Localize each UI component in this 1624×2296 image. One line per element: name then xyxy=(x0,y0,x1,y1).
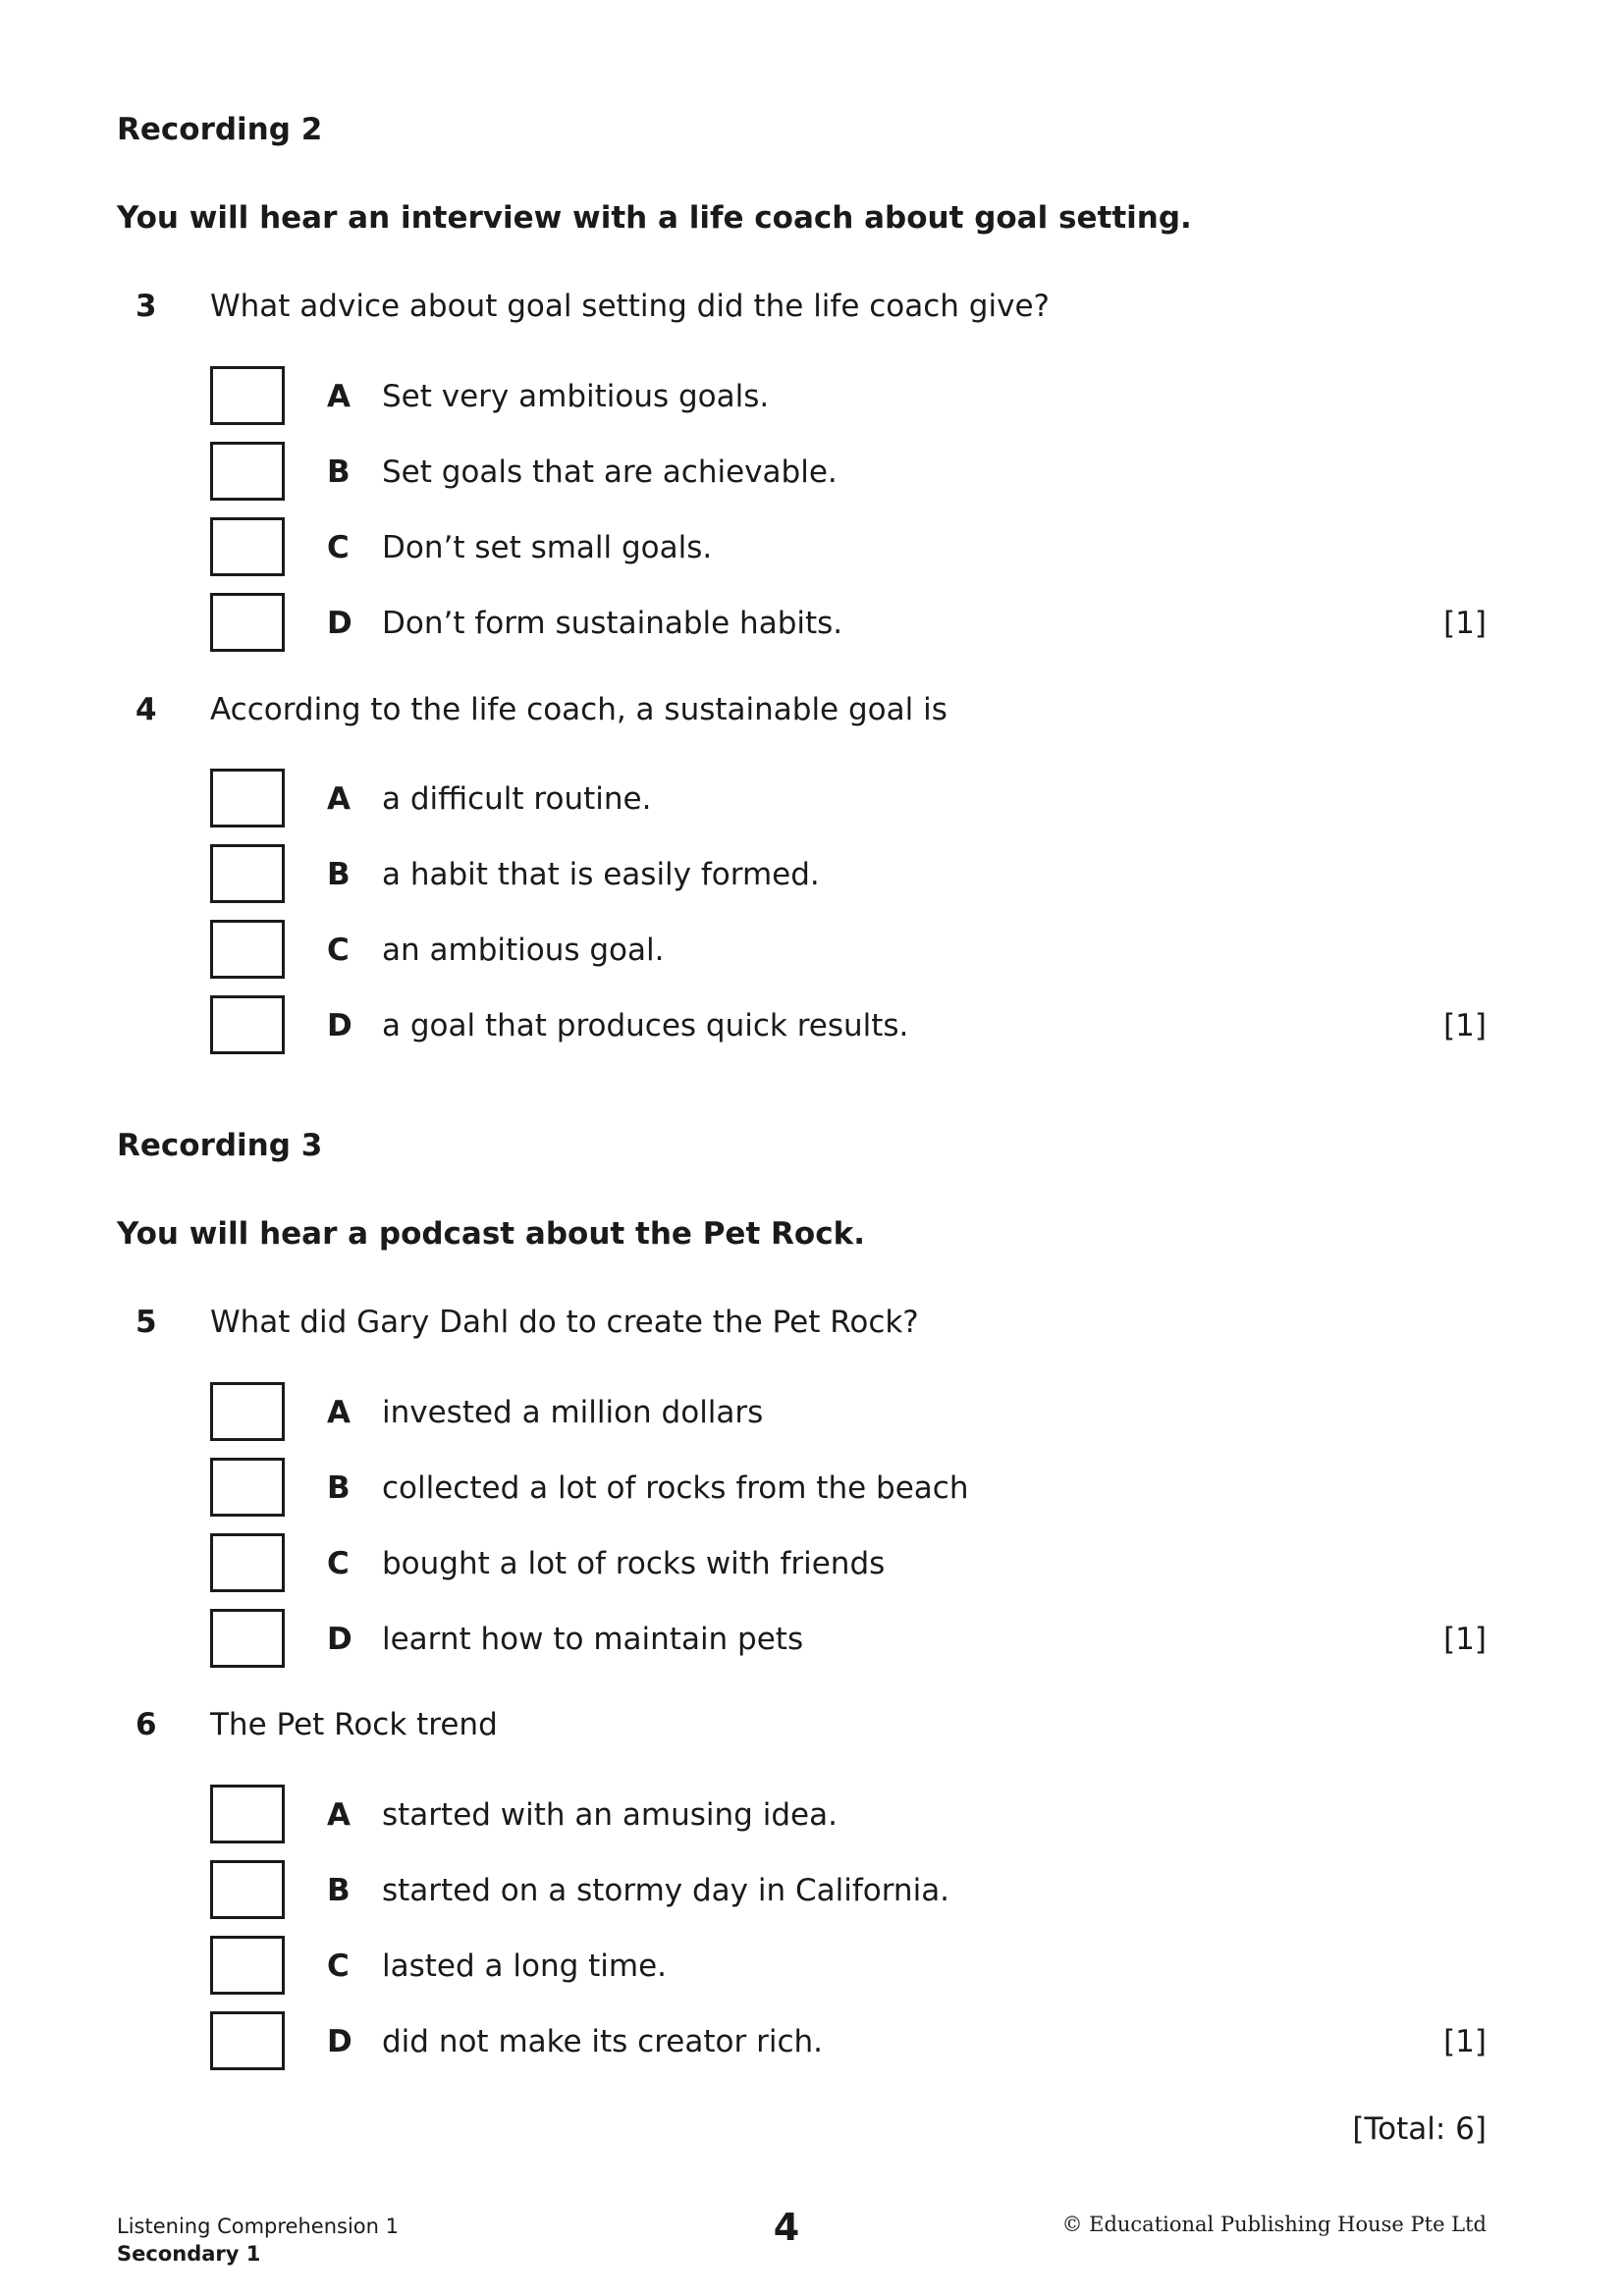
section-heading-recording-2: Recording 2 xyxy=(117,112,323,147)
page-number: 4 xyxy=(773,2206,800,2249)
option-text: started with an amusing idea. xyxy=(382,1797,838,1833)
option-letter: C xyxy=(327,1546,350,1581)
option-text: did not make its creator rich. xyxy=(382,2024,823,2059)
answer-checkbox[interactable] xyxy=(210,1936,285,1995)
footer-series: Listening Comprehension 1 xyxy=(117,2215,399,2238)
option-text: started on a stormy day in California. xyxy=(382,1873,950,1908)
answer-checkbox[interactable] xyxy=(210,1785,285,1843)
answer-checkbox[interactable] xyxy=(210,1533,285,1592)
question-4-option-d[interactable] xyxy=(210,995,1487,1058)
question-6-text: The Pet Rock trend xyxy=(210,1707,498,1742)
question-3-number: 3 xyxy=(135,289,157,324)
option-letter: A xyxy=(327,1797,351,1833)
question-6-option-b[interactable] xyxy=(210,1860,1487,1923)
question-4-text: According to the life coach, a sustainable goal is xyxy=(210,692,947,727)
question-3-option-d[interactable] xyxy=(210,593,1487,656)
question-3-option-c[interactable] xyxy=(210,517,1487,580)
option-letter: C xyxy=(327,1949,350,1984)
option-letter: B xyxy=(327,454,351,490)
option-text: an ambitious goal. xyxy=(382,933,665,968)
section-intro-recording-2: You will hear an interview with a life coach about goal setting. xyxy=(117,200,1192,236)
option-text: a habit that is easily formed. xyxy=(382,857,820,892)
answer-checkbox[interactable] xyxy=(210,1609,285,1668)
question-6-option-c[interactable] xyxy=(210,1936,1487,1999)
question-5-text: What did Gary Dahl do to create the Pet Rock? xyxy=(210,1305,919,1340)
question-6-number: 6 xyxy=(135,1707,157,1742)
footer-copyright: © Educational Publishing House Pte Ltd xyxy=(1061,2213,1487,2236)
option-text: Set very ambitious goals. xyxy=(382,379,770,414)
question-4-marks: [1] xyxy=(1443,1008,1487,1043)
option-letter: D xyxy=(327,2024,352,2059)
question-5-option-a[interactable] xyxy=(210,1382,1487,1445)
question-6-option-d[interactable] xyxy=(210,2011,1487,2074)
answer-checkbox[interactable] xyxy=(210,366,285,425)
question-4-option-b[interactable] xyxy=(210,844,1487,907)
option-letter: A xyxy=(327,379,351,414)
total-marks: [Total: 6] xyxy=(1352,2111,1487,2147)
question-3-option-a[interactable] xyxy=(210,366,1487,429)
option-text: a difficult routine. xyxy=(382,781,652,817)
question-6-option-a[interactable] xyxy=(210,1785,1487,1847)
option-text: Don’t set small goals. xyxy=(382,530,713,565)
answer-checkbox[interactable] xyxy=(210,920,285,979)
option-text: bought a lot of rocks with friends xyxy=(382,1546,886,1581)
question-4-option-c[interactable] xyxy=(210,920,1487,983)
question-3-option-b[interactable] xyxy=(210,442,1487,505)
option-letter: B xyxy=(327,1873,351,1908)
answer-checkbox[interactable] xyxy=(210,517,285,576)
option-text: invested a million dollars xyxy=(382,1395,764,1430)
question-3-text: What advice about goal setting did the life coach give? xyxy=(210,289,1050,324)
question-3-marks: [1] xyxy=(1443,606,1487,641)
option-letter: D xyxy=(327,1008,352,1043)
footer-book-info xyxy=(117,2213,399,2269)
option-letter: B xyxy=(327,857,351,892)
question-5-option-d[interactable] xyxy=(210,1609,1487,1672)
option-text: lasted a long time. xyxy=(382,1949,668,1984)
option-text: collected a lot of rocks from the beach xyxy=(382,1470,969,1506)
option-letter: B xyxy=(327,1470,351,1506)
answer-checkbox[interactable] xyxy=(210,593,285,652)
question-6-marks: [1] xyxy=(1443,2024,1487,2059)
question-4-number: 4 xyxy=(135,692,157,727)
option-letter: D xyxy=(327,606,352,641)
option-text: a goal that produces quick results. xyxy=(382,1008,909,1043)
question-5-option-b[interactable] xyxy=(210,1458,1487,1521)
answer-checkbox[interactable] xyxy=(210,2011,285,2070)
question-4-option-a[interactable] xyxy=(210,769,1487,831)
option-text: Set goals that are achievable. xyxy=(382,454,838,490)
answer-checkbox[interactable] xyxy=(210,844,285,903)
answer-checkbox[interactable] xyxy=(210,1382,285,1441)
question-5-number: 5 xyxy=(135,1305,157,1340)
option-letter: A xyxy=(327,781,351,817)
option-letter: A xyxy=(327,1395,351,1430)
answer-checkbox[interactable] xyxy=(210,442,285,501)
answer-checkbox[interactable] xyxy=(210,769,285,828)
option-text: Don’t form sustainable habits. xyxy=(382,606,843,641)
option-text: learnt how to maintain pets xyxy=(382,1622,804,1657)
answer-checkbox[interactable] xyxy=(210,1860,285,1919)
question-5-option-c[interactable] xyxy=(210,1533,1487,1596)
option-letter: D xyxy=(327,1622,352,1657)
footer-level: Secondary 1 xyxy=(117,2242,261,2267)
question-5-marks: [1] xyxy=(1443,1622,1487,1657)
answer-checkbox[interactable] xyxy=(210,995,285,1054)
option-letter: C xyxy=(327,933,350,968)
option-letter: C xyxy=(327,530,350,565)
answer-checkbox[interactable] xyxy=(210,1458,285,1517)
section-heading-recording-3: Recording 3 xyxy=(117,1128,323,1163)
section-intro-recording-3: You will hear a podcast about the Pet Rock. xyxy=(117,1216,865,1252)
